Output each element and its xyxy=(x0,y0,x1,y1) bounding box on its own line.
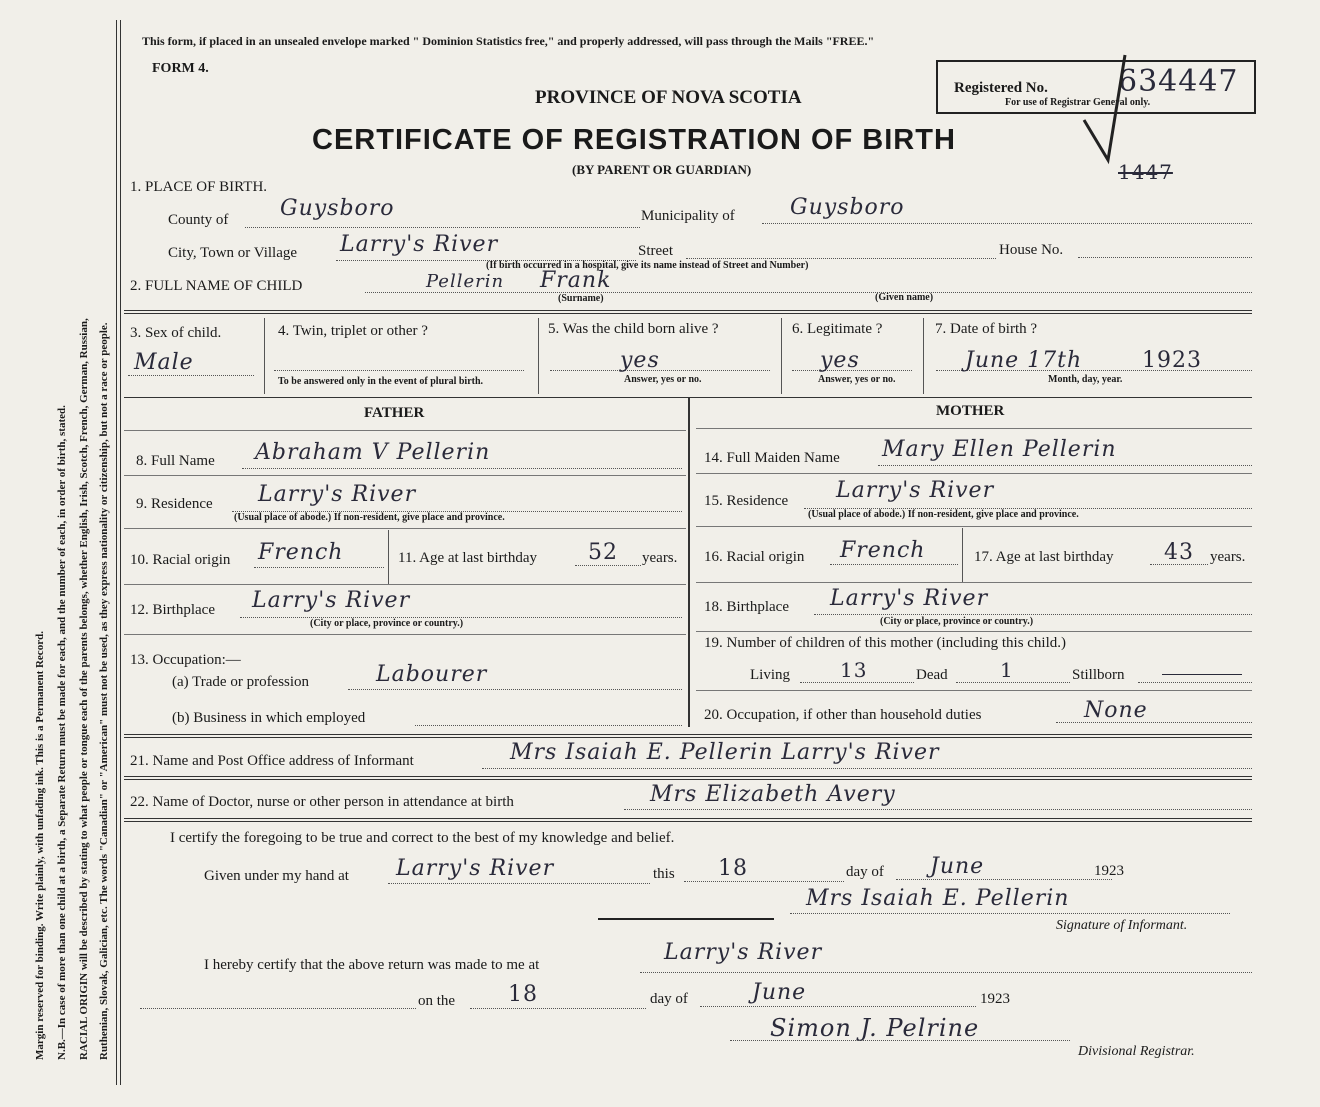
living-value: 13 xyxy=(840,658,868,682)
twin-note: To be answered only in the event of plural birth. xyxy=(278,376,484,387)
child-name-label: 2. FULL NAME OF CHILD xyxy=(130,278,303,294)
father-racial-label: 10. Racial origin xyxy=(130,552,231,568)
sex-value: Male xyxy=(134,350,194,375)
mother-name-label: 14. Full Maiden Name xyxy=(704,450,840,466)
given-day: 18 xyxy=(718,856,748,881)
registered-note: For use of Registrar General only. xyxy=(1005,97,1151,108)
given-place: Larry's River xyxy=(396,856,555,881)
hospital-note: (If birth occurred in a hospital, give its name instead of Street and Number) xyxy=(486,260,809,271)
margin-rule xyxy=(116,20,117,1085)
legit-note: Answer, yes or no. xyxy=(818,374,896,385)
dead-value: 1 xyxy=(1000,658,1014,682)
mother-age-value: 43 xyxy=(1164,540,1194,565)
father-birthplace-note: (City or place, province or country.) xyxy=(310,618,464,629)
mother-age-label: 17. Age at last birthday xyxy=(974,549,1114,565)
alive-label: 5. Was the child born alive ? xyxy=(548,321,719,337)
check-mark-icon xyxy=(1080,50,1130,175)
margin-note-racial-origin-cont: Ruthenian, Slovak, Galician, etc. The words "Canadian" or "American" must not be used, as they express nationality or citizenship, but not a race or people. xyxy=(98,322,110,1060)
province-heading: PROVINCE OF NOVA SCOTIA xyxy=(535,87,802,108)
return-month: June xyxy=(752,980,807,1005)
margin-note-binding: Margin reserved for binding. Write plainly, with unfading ink. This is a Permanent Record. xyxy=(34,631,46,1060)
certificate-subtitle: (BY PARENT OR GUARDIAN) xyxy=(572,162,752,177)
father-age-value: 52 xyxy=(588,540,618,565)
child-given-value: Frank xyxy=(540,268,612,293)
form-number: FORM 4. xyxy=(152,61,209,76)
living-label: Living xyxy=(750,667,790,683)
street-label: Street xyxy=(638,243,673,259)
city-value: Larry's River xyxy=(340,232,499,257)
informant-signature-caption: Signature of Informant. xyxy=(1056,918,1188,933)
doctor-label: 22. Name of Doctor, nurse or other person in attendance at birth xyxy=(130,794,514,810)
informant-signature: Mrs Isaiah E. Pellerin xyxy=(806,886,1070,911)
father-heading: FATHER xyxy=(364,405,425,421)
dob-label: 7. Date of birth ? xyxy=(935,321,1038,337)
registrar-caption: Divisional Registrar. xyxy=(1078,1044,1195,1059)
margin-rule-2 xyxy=(120,20,121,1085)
surname-caption: (Surname) xyxy=(558,293,604,304)
day-of-label-2: day of xyxy=(650,991,688,1007)
doctor-value: Mrs Elizabeth Avery xyxy=(650,782,896,807)
father-trade-label: (a) Trade or profession xyxy=(172,674,310,690)
day-of-label: day of xyxy=(846,864,884,880)
city-label: City, Town or Village xyxy=(168,245,298,261)
mother-children-label: 19. Number of children of this mother (including this child.) xyxy=(704,635,1067,651)
father-trade-value: Labourer xyxy=(376,662,488,687)
margin-note-racial-origin: RACIAL ORIGIN will be described by stating to what people or tongue each of the parents belongs, whether English, Irish, Scotch, French, German, Russian, xyxy=(78,318,90,1060)
municipality-label: Municipality of xyxy=(641,208,735,224)
mother-occupation-label: 20. Occupation, if other than household duties xyxy=(704,707,982,723)
dob-note: Month, day, year. xyxy=(1048,374,1123,385)
county-label: County of xyxy=(168,212,229,228)
dead-label: Dead xyxy=(916,667,948,683)
registered-label: Registered No. xyxy=(954,80,1048,96)
return-year: 1923 xyxy=(980,991,1010,1007)
father-birthplace-label: 12. Birthplace xyxy=(130,602,215,618)
mother-residence-note: (Usual place of abode.) If non-resident, give place and province. xyxy=(808,509,1079,520)
mother-residence-value: Larry's River xyxy=(836,478,995,503)
return-label: I hereby certify that the above return was made to me at xyxy=(204,957,540,973)
mother-racial-label: 16. Racial origin xyxy=(704,549,805,565)
mail-note: This form, if placed in an unsealed envelope marked " Dominion Statistics free," and properly addressed, will pass through the Mails "FREE." xyxy=(142,34,875,48)
alive-value: yes xyxy=(620,348,660,373)
return-place: Larry's River xyxy=(664,940,823,965)
father-birthplace-value: Larry's River xyxy=(252,588,411,613)
father-name-value: Abraham V Pellerin xyxy=(255,440,491,465)
father-name-label: 8. Full Name xyxy=(136,453,215,469)
father-residence-note: (Usual place of abode.) If non-resident, give place and province. xyxy=(234,512,505,523)
margin-note-multiple-births: N.B.—In case of more than one child at a birth, a Separate Return must be made for each, and the number of each, in order of birth, stated. xyxy=(56,405,68,1060)
informant-value: Mrs Isaiah E. Pellerin Larry's River xyxy=(510,740,940,765)
mother-birthplace-note: (City or place, province or country.) xyxy=(880,616,1034,627)
child-surname-value: Pellerin xyxy=(426,271,505,292)
on-the-label: on the xyxy=(418,993,456,1009)
sex-label: 3. Sex of child. xyxy=(130,325,222,341)
father-racial-value: French xyxy=(258,540,344,565)
dob-year: 1923 xyxy=(1142,348,1202,373)
registered-number: 634447 xyxy=(1118,64,1239,99)
mother-name-value: Mary Ellen Pellerin xyxy=(882,437,1117,462)
return-day: 18 xyxy=(508,982,538,1007)
certify-statement: I certify the foregoing to be true and correct to the best of my knowledge and belief. xyxy=(170,830,675,846)
given-label: Given under my hand at xyxy=(204,868,349,884)
mother-age-unit: years. xyxy=(1210,549,1246,565)
side-number: 1447 xyxy=(1118,160,1173,184)
father-age-unit: years. xyxy=(642,550,678,566)
father-business-label: (b) Business in which employed xyxy=(172,710,366,726)
legit-value: yes xyxy=(820,348,860,373)
mother-residence-label: 15. Residence xyxy=(704,493,789,509)
father-residence-value: Larry's River xyxy=(258,482,417,507)
given-month: June xyxy=(930,854,985,879)
registrar-signature: Simon J. Pelrine xyxy=(770,1014,980,1042)
given-caption: (Given name) xyxy=(875,292,934,303)
mother-birthplace-label: 18. Birthplace xyxy=(704,599,789,615)
dob-value: June 17th xyxy=(965,348,1083,373)
father-age-label: 11. Age at last birthday xyxy=(398,550,537,566)
this-label: this xyxy=(653,866,675,882)
stillborn-label: Stillborn xyxy=(1072,667,1125,683)
mother-heading: MOTHER xyxy=(936,403,1005,419)
municipality-value: Guysboro xyxy=(790,195,905,220)
county-value: Guysboro xyxy=(280,196,395,221)
given-year: 1923 xyxy=(1094,863,1124,879)
place-heading: 1. PLACE OF BIRTH. xyxy=(130,179,268,195)
certificate-title: CERTIFICATE OF REGISTRATION OF BIRTH xyxy=(312,124,956,156)
mother-racial-value: French xyxy=(840,538,926,563)
house-label: House No. xyxy=(999,242,1064,258)
mother-birthplace-value: Larry's River xyxy=(830,586,989,611)
informant-label: 21. Name and Post Office address of Informant xyxy=(130,753,414,769)
legit-label: 6. Legitimate ? xyxy=(792,321,883,337)
father-residence-label: 9. Residence xyxy=(136,496,213,512)
twin-label: 4. Twin, triplet or other ? xyxy=(278,323,428,339)
father-occupation-label: 13. Occupation:— xyxy=(130,652,241,668)
alive-note: Answer, yes or no. xyxy=(624,374,702,385)
mother-occupation-value: None xyxy=(1084,698,1148,723)
